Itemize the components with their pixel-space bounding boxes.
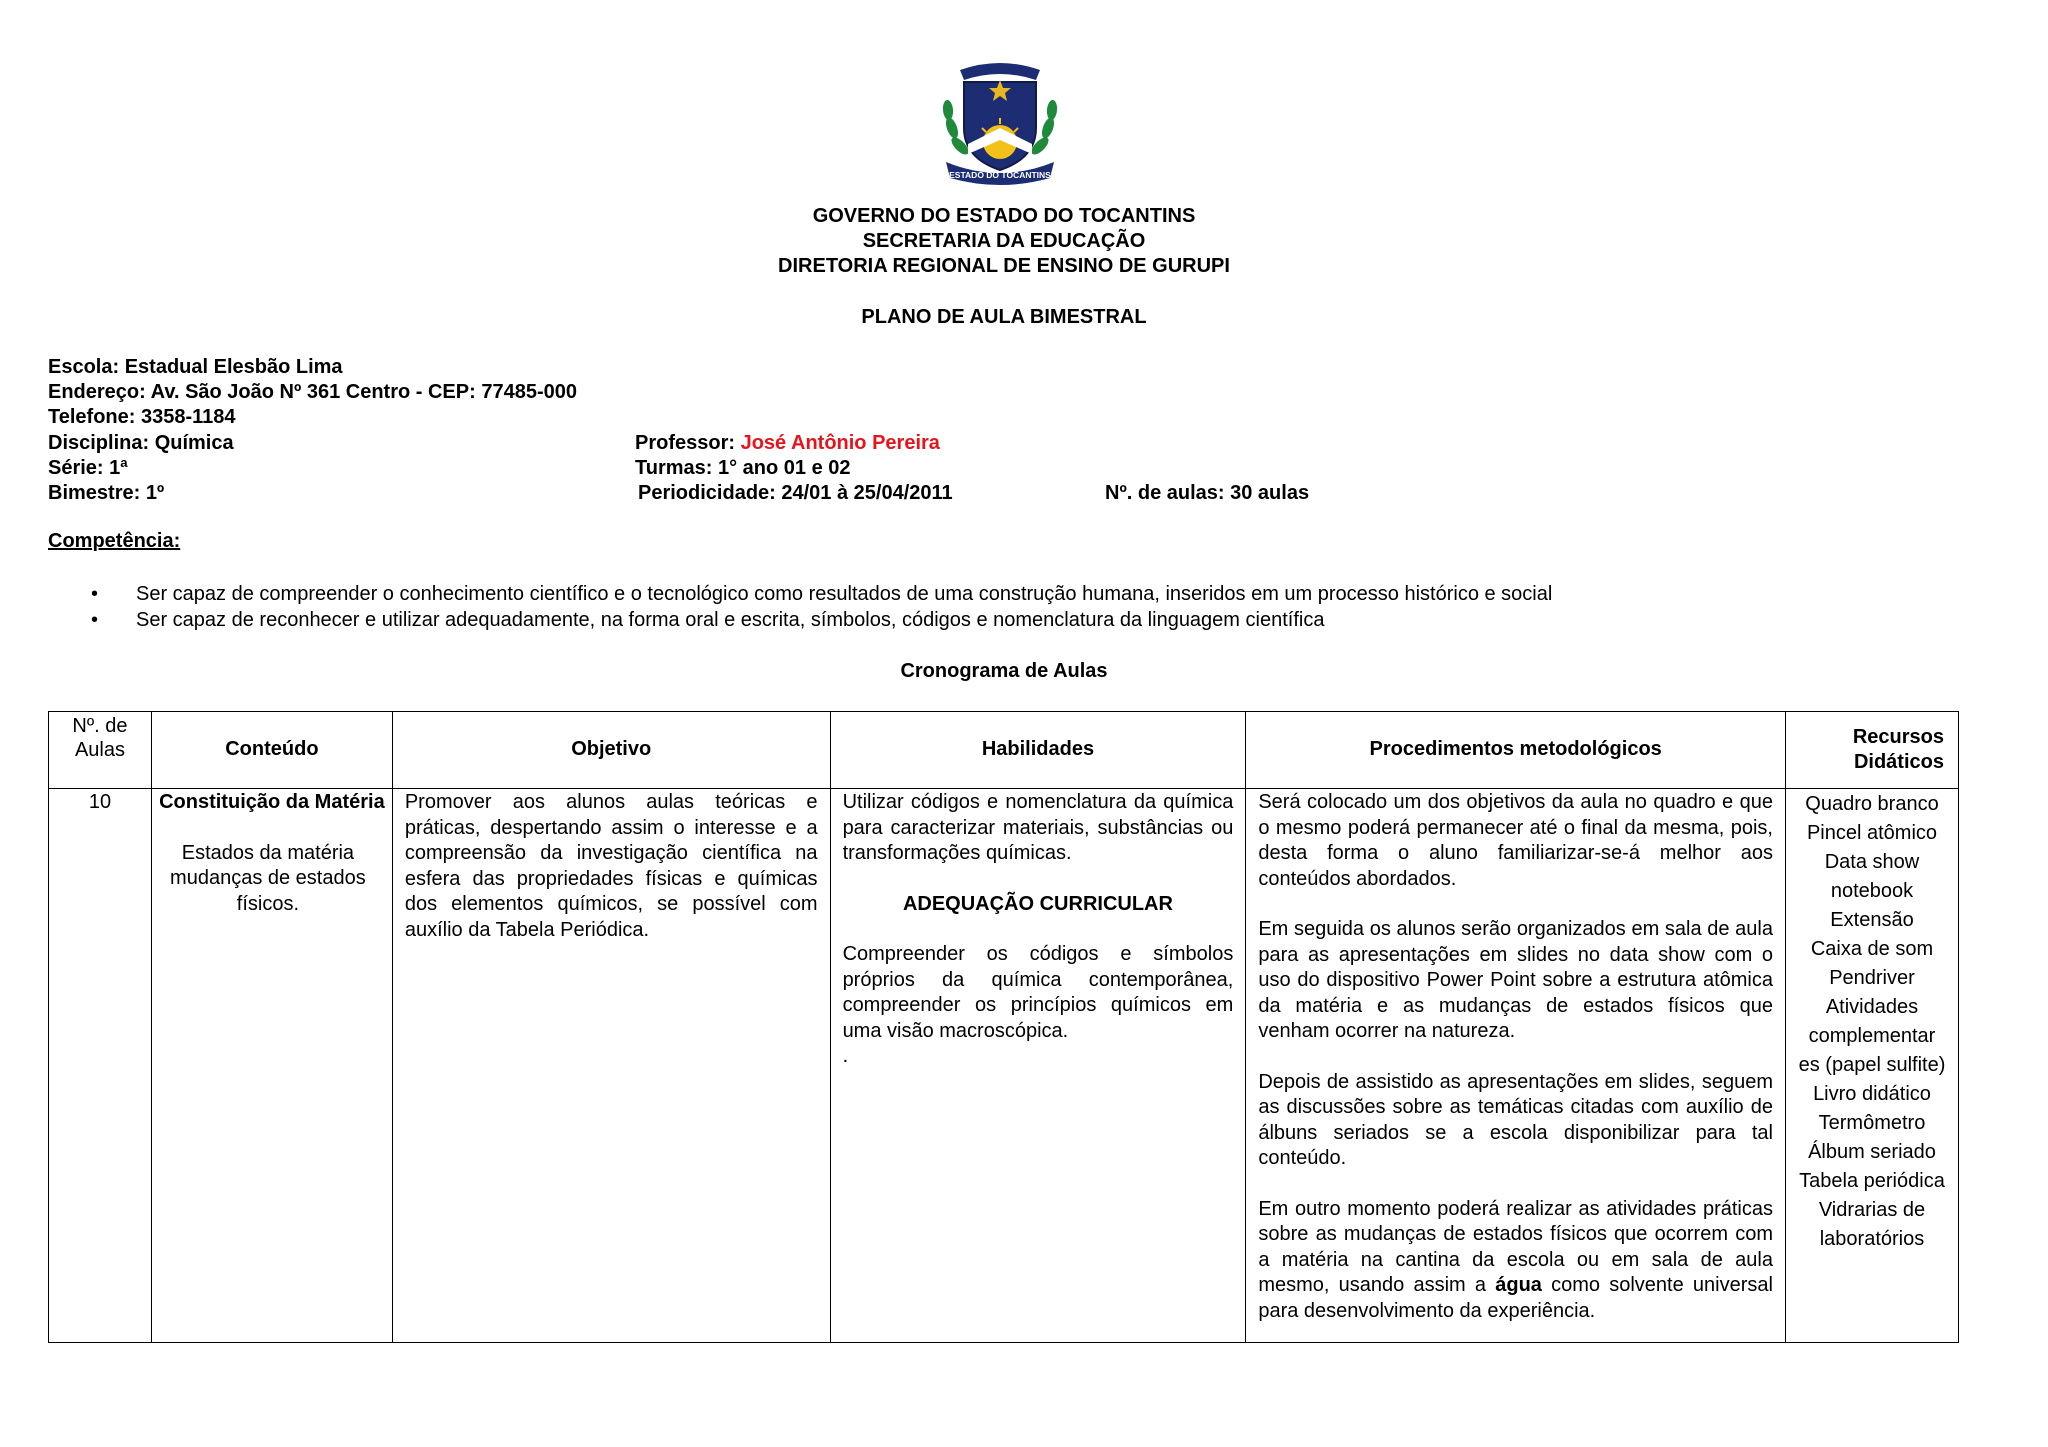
recurso-item: Álbum seriado [1808,1141,1936,1163]
info-endereco: Endereço: Av. São João Nº 361 Centro - CEP: 77485-000 [48,381,577,403]
info-telefone: Telefone: 3358-1184 [48,406,236,428]
procedimento-paragraph [1258,1197,1773,1325]
header-conteudo: Conteúdo [151,712,392,789]
recurso-item: Termômetro [1818,1112,1926,1134]
cell-objetivo [392,789,830,1343]
proc-4-bold: água [1495,1274,1542,1296]
tocantins-coat-of-arms-icon [938,58,1062,186]
objetivo-text: Promover aos alunos aulas teóricas e práticas, despertando assim o interesse e a compreensão da investigação científica na esfera das propriedades físicas e químicas dos elementos químicos, se possível com auxílio da Tabela Periódica. [404,791,818,941]
recurso-item: Atividades complementar es (papel sulfite) [1798,996,1946,1076]
professor-name: José Antônio Pereira [740,432,940,454]
recurso-item: notebook [1830,880,1914,902]
cell-num-aulas: 10 [49,789,152,1343]
info-disciplina: Disciplina: Química [48,432,234,454]
spacer [1258,1172,1773,1197]
recurso-item: Tabela periódica [1799,1170,1945,1192]
table-row [49,789,1959,1343]
proc-4-part-b: como solvente universal para desenvolvimento da experiência. [1258,1274,1773,1322]
proc-4-part-a: Em outro momento poderá realizar as atividades práticas sobre as mudanças de estados físicos que ocorrem com a matéria na cantina da escola ou em sala de aula mesmo, usando assim a [1258,1197,1773,1296]
procedimento-paragraph: Será colocado um dos objetivos da aula no quadro e que o mesmo poderá permanecer até o final da mesma, pois, desta forma o aluno familiarizar-se-á melhor aos conteúdos abordados. [1258,791,1773,890]
spacer [156,816,388,841]
recurso-item: Data show [1824,851,1920,873]
recurso-item: Quadro branco [1805,793,1939,815]
conteudo-text: Estados da matéria mudanças de estados físicos. [170,841,366,915]
header-procedimentos: Procedimentos metodológicos [1246,712,1786,789]
info-escola: Escola: Estadual Elesbão Lima [48,356,343,378]
recurso-item: Caixa de som [1810,938,1934,960]
recurso-item: Pincel atômico [1806,822,1938,844]
table-header-row [49,712,1959,789]
svg-text:ESTADO DO TOCANTINS: ESTADO DO TOCANTINS [949,170,1051,180]
info-periodicidade: Periodicidade: 24/01 à 25/04/2011 [638,482,953,504]
info-numero-aulas: Nº. de aulas: 30 aulas [1105,482,1310,504]
cell-recursos [1785,789,1958,1343]
header-objetivo: Objetivo [392,712,830,789]
cronograma-title: Cronograma de Aulas [900,660,1108,682]
spacer [1258,892,1773,917]
habilidades-dot: . [842,1045,849,1067]
cell-habilidades [830,789,1246,1343]
header-diretoria: DIRETORIA REGIONAL DE ENSINO DE GURUPI [778,255,1230,277]
spacer [1258,1045,1773,1070]
cronograma-table [48,711,1959,1343]
cell-conteudo [151,789,392,1343]
competencia-title: Competência: [48,530,181,552]
info-turmas: Turmas: 1° ano 01 e 02 [635,457,851,479]
procedimento-paragraph: Depois de assistido as apresentações em slides, seguem as discussões sobre as temáticas citadas com auxílio de álbuns seriados se a escola disponibilizar para tal conteúdo. [1258,1070,1773,1169]
conteudo-title: Constituição da Matéria [159,791,385,813]
recurso-item: Pendriver [1829,967,1915,989]
recurso-item: Extensão [1830,909,1914,931]
recurso-item: Livro didático [1813,1083,1931,1105]
info-bimestre: Bimestre: 1º [48,482,165,504]
habilidades-text-1: Utilizar códigos e nomenclatura da química para caracterizar materiais, substâncias ou transformações químicas. [842,791,1234,864]
info-serie: Série: 1ª [48,457,128,479]
header-recursos: Recursos Didáticos [1785,712,1958,789]
adequacao-curricular-title: ADEQUAÇÃO CURRICULAR [902,892,1173,915]
spacer [843,917,1234,942]
header-num-aulas: Nº. de Aulas [49,712,152,789]
list-item: • Ser capaz de reconhecer e utilizar adequadamente, na forma oral e escrita, símbolos, códigos e nomenclatura da linguagem científica [48,607,1552,633]
header-habilidades: Habilidades [830,712,1246,789]
header-secretaria: SECRETARIA DA EDUCAÇÃO [862,230,1146,252]
professor-label: Professor: [635,432,736,454]
recurso-item: Vidrarias de laboratórios [1818,1199,1926,1250]
header-government: GOVERNO DO ESTADO DO TOCANTINS [812,205,1196,227]
list-item: • Ser capaz de compreender o conhecimento científico e o tecnológico como resultados de uma construção humana, inseridos em um processo histórico e social [48,581,1552,607]
spacer [843,867,1234,892]
cell-procedimentos [1246,789,1786,1343]
page-title: PLANO DE AULA BIMESTRAL [861,306,1147,328]
procedimento-paragraph: Em seguida os alunos serão organizados em sala de aula para as apresentações em slides no data show com o uso do dispositivo Power Point sobre a estrutura atômica da matéria e as mudanças de estados físicos que venham ocorrer na natureza. [1258,918,1773,1042]
competencia-list [48,581,1552,633]
info-professor [635,431,940,456]
habilidades-text-2: Compreender os códigos e símbolos próprios da química contemporânea, compreender os princípios químicos em uma visão macroscópica. [842,943,1234,1042]
